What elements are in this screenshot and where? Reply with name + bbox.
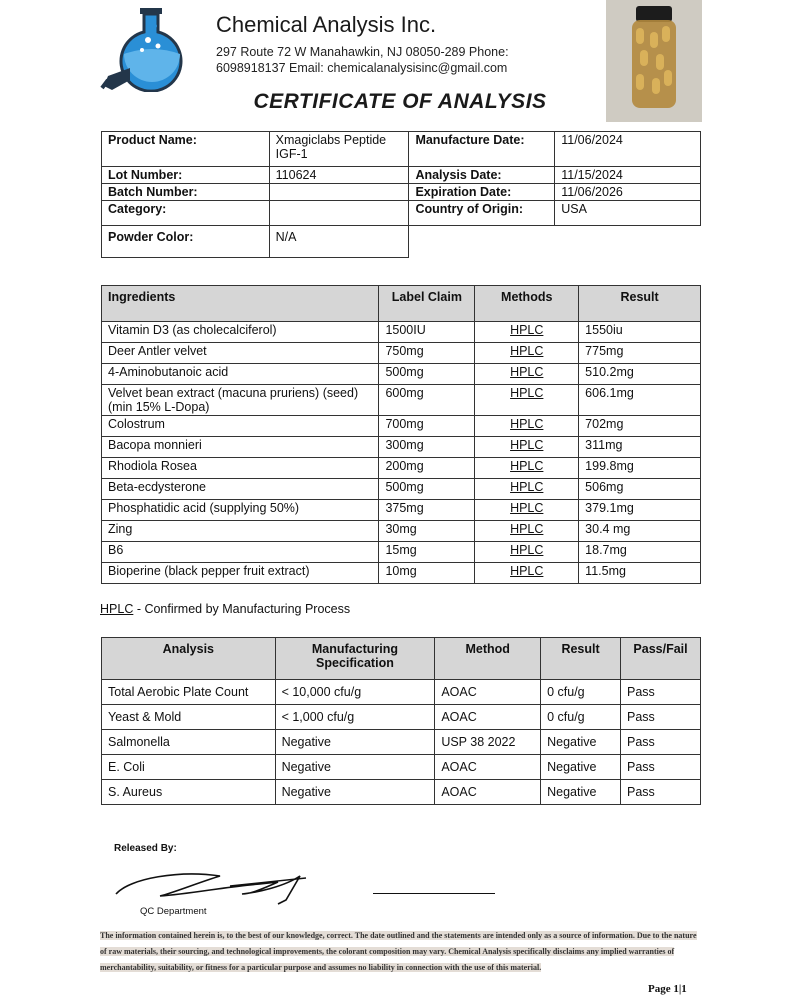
ingredient-label-claim: 500mg: [379, 479, 475, 500]
released-by-label: Released By:: [114, 843, 177, 854]
powder-color-value: N/A: [269, 226, 409, 258]
analysis-method: AOAC: [435, 680, 541, 705]
ingredient-name: 4-Aminobutanoic acid: [102, 364, 379, 385]
ingredient-row: [102, 542, 701, 563]
manufacture-date-label: Manufacture Date:: [409, 132, 555, 167]
ingredient-row: [102, 521, 701, 542]
analysis-name: E. Coli: [102, 755, 276, 780]
ingredient-method: HPLC: [475, 416, 579, 437]
ingredient-label-claim: 750mg: [379, 343, 475, 364]
ingredients-table: [101, 285, 701, 584]
ingredient-label-claim: 600mg: [379, 385, 475, 416]
analysis-specification: Negative: [275, 780, 435, 805]
ingredient-row: [102, 458, 701, 479]
ingredient-row: [102, 416, 701, 437]
ingredient-result: 18.7mg: [579, 542, 701, 563]
analysis-pass-fail: Pass: [621, 755, 701, 780]
ingredient-method: HPLC: [475, 385, 579, 416]
lot-number-value: 110624: [269, 167, 409, 184]
ingredient-name: B6: [102, 542, 379, 563]
analysis-pass-fail: Pass: [621, 780, 701, 805]
company-name: Chemical Analysis Inc.: [216, 12, 437, 37]
analysis-date-value: 11/15/2024: [555, 167, 701, 184]
analysis-result: Negative: [541, 780, 621, 805]
expiration-date-value: 11/06/2026: [555, 184, 701, 201]
signature-image: [110, 864, 310, 912]
analysis-result-header: Result: [541, 638, 621, 680]
specification-header: Manufacturing Specification: [275, 638, 435, 680]
ingredient-label-claim: 30mg: [379, 521, 475, 542]
powder-color-label: Powder Color:: [102, 226, 270, 258]
signature-line: [373, 893, 495, 894]
analysis-row: [102, 705, 701, 730]
analysis-row: [102, 730, 701, 755]
analysis-name: Yeast & Mold: [102, 705, 276, 730]
ingredient-method: HPLC: [475, 322, 579, 343]
ingredient-result: 606.1mg: [579, 385, 701, 416]
disclaimer-text: The information contained herein is, to the best of our knowledge, correct. The date outlined and the statements are intended only as a source of information. Due to the nature of raw materials, their sourcing, and technological improvements, the colorant composition may vary. Chemical Analysis specifically disclaims any implied warranties of merchantability, suitability, or fitness for a particular purpose and assumes no liability in connection with the use of this material.: [100, 931, 697, 972]
analysis-name: Total Aerobic Plate Count: [102, 680, 276, 705]
ingredient-label-claim: 700mg: [379, 416, 475, 437]
batch-number-value: [269, 184, 409, 201]
ingredient-method: HPLC: [475, 521, 579, 542]
company-address: 297 Route 72 W Manahawkin, NJ 08050-289 Phone: 6098918137 Email: chemicalanalysisinc@gmail.com: [216, 45, 509, 75]
analysis-row: [102, 680, 701, 705]
page-number: Page 1|1: [648, 983, 687, 995]
ingredient-row: [102, 563, 701, 584]
pass-fail-header: Pass/Fail: [621, 638, 701, 680]
ingredient-name: Velvet bean extract (macuna pruriens) (seed) (min 15% L-Dopa): [102, 385, 379, 416]
ingredient-result: 379.1mg: [579, 500, 701, 521]
ingredient-method: HPLC: [475, 437, 579, 458]
ingredient-label-claim: 500mg: [379, 364, 475, 385]
ingredient-row: [102, 322, 701, 343]
ingredient-name: Zing: [102, 521, 379, 542]
ingredient-name: Deer Antler velvet: [102, 343, 379, 364]
ingredient-name: Rhodiola Rosea: [102, 458, 379, 479]
methods-header: Methods: [475, 286, 579, 322]
ingredient-result: 1550iu: [579, 322, 701, 343]
ingredient-result: 199.8mg: [579, 458, 701, 479]
expiration-date-label: Expiration Date:: [409, 184, 555, 201]
flask-logo-icon: [100, 6, 196, 92]
analysis-date-label: Analysis Date:: [409, 167, 555, 184]
ingredient-result: 775mg: [579, 343, 701, 364]
analysis-method: AOAC: [435, 705, 541, 730]
ingredient-method: HPLC: [475, 364, 579, 385]
analysis-result: 0 cfu/g: [541, 705, 621, 730]
ingredient-name: Phosphatidic acid (supplying 50%): [102, 500, 379, 521]
ingredient-method: HPLC: [475, 500, 579, 521]
product-name-value: Xmagiclabs Peptide IGF-1: [269, 132, 409, 167]
ingredient-label-claim: 300mg: [379, 437, 475, 458]
category-value: [269, 201, 409, 226]
analysis-specification: Negative: [275, 730, 435, 755]
ingredient-row: [102, 343, 701, 364]
label-claim-header: Label Claim: [379, 286, 475, 322]
ingredient-name: Bioperine (black pepper fruit extract): [102, 563, 379, 584]
ingredient-result: 30.4 mg: [579, 521, 701, 542]
ingredient-row: [102, 500, 701, 521]
ingredient-method: HPLC: [475, 458, 579, 479]
analysis-specification: < 10,000 cfu/g: [275, 680, 435, 705]
document-title: CERTIFICATE OF ANALYSIS: [253, 90, 547, 113]
result-header: Result: [579, 286, 701, 322]
analysis-method: USP 38 2022: [435, 730, 541, 755]
ingredient-method: HPLC: [475, 479, 579, 500]
analysis-table: [101, 637, 701, 805]
ingredient-method: HPLC: [475, 343, 579, 364]
ingredient-row: [102, 437, 701, 458]
ingredient-result: 11.5mg: [579, 563, 701, 584]
manufacture-date-value: 11/06/2024: [555, 132, 701, 167]
ingredient-method: HPLC: [475, 563, 579, 584]
qc-department-label: QC Department: [140, 906, 207, 917]
ingredient-label-claim: 200mg: [379, 458, 475, 479]
ingredient-row: [102, 479, 701, 500]
ingredient-label-claim: 10mg: [379, 563, 475, 584]
method-note: [100, 602, 350, 616]
analysis-header: Analysis: [102, 638, 276, 680]
analysis-result: Negative: [541, 730, 621, 755]
country-value: USA: [555, 201, 701, 226]
analysis-result: Negative: [541, 755, 621, 780]
analysis-result: 0 cfu/g: [541, 680, 621, 705]
analysis-row: [102, 780, 701, 805]
analysis-pass-fail: Pass: [621, 680, 701, 705]
ingredient-label-claim: 375mg: [379, 500, 475, 521]
analysis-method: AOAC: [435, 780, 541, 805]
analysis-specification: < 1,000 cfu/g: [275, 705, 435, 730]
ingredient-name: Bacopa monnieri: [102, 437, 379, 458]
analysis-name: S. Aureus: [102, 780, 276, 805]
ingredient-result: 311mg: [579, 437, 701, 458]
product-name-label: Product Name:: [102, 132, 270, 167]
analysis-method: AOAC: [435, 755, 541, 780]
ingredient-row: [102, 385, 701, 416]
ingredients-header: Ingredients: [102, 286, 379, 322]
method-note-text: - Confirmed by Manufacturing Process: [133, 602, 351, 616]
analysis-specification: Negative: [275, 755, 435, 780]
batch-number-label: Batch Number:: [102, 184, 270, 201]
ingredient-label-claim: 1500IU: [379, 322, 475, 343]
ingredient-row: [102, 364, 701, 385]
ingredient-name: Beta-ecdysterone: [102, 479, 379, 500]
analysis-row: [102, 755, 701, 780]
ingredient-name: Colostrum: [102, 416, 379, 437]
analysis-pass-fail: Pass: [621, 730, 701, 755]
ingredient-result: 506mg: [579, 479, 701, 500]
ingredient-label-claim: 15mg: [379, 542, 475, 563]
method-note-abbr: HPLC: [100, 602, 134, 616]
analysis-pass-fail: Pass: [621, 705, 701, 730]
ingredient-result: 510.2mg: [579, 364, 701, 385]
ingredient-result: 702mg: [579, 416, 701, 437]
analysis-name: Salmonella: [102, 730, 276, 755]
country-label: Country of Origin:: [409, 201, 555, 226]
lot-number-label: Lot Number:: [102, 167, 270, 184]
product-info-table: [101, 131, 701, 258]
method-header: Method: [435, 638, 541, 680]
ingredient-name: Vitamin D3 (as cholecalciferol): [102, 322, 379, 343]
category-label: Category:: [102, 201, 270, 226]
ingredient-method: HPLC: [475, 542, 579, 563]
